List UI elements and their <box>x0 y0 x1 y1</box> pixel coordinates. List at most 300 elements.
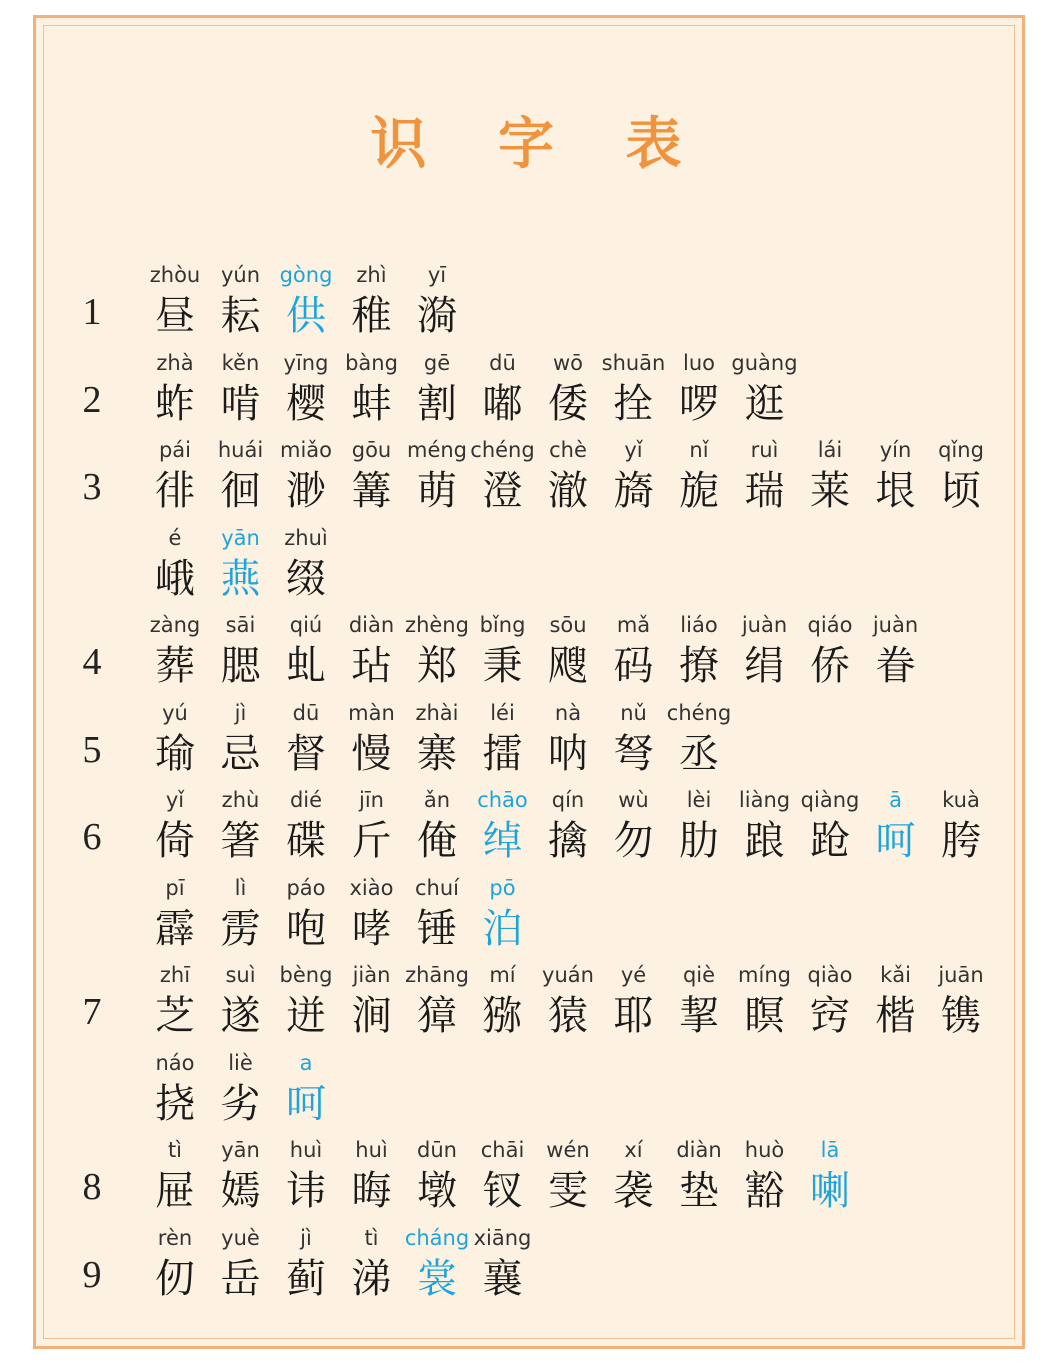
hanzi: 霹 <box>155 905 195 952</box>
hanzi: 墩 <box>417 1168 457 1214</box>
character-entry <box>598 348 670 430</box>
character-entry <box>270 610 342 692</box>
character-entry <box>663 960 735 1042</box>
hanzi: 瑜 <box>155 730 195 777</box>
pinyin: cháng <box>404 1225 470 1250</box>
character-entry <box>532 785 604 867</box>
hanzi: 锤 <box>417 905 457 952</box>
pinyin: tì <box>167 1138 183 1162</box>
character-entry <box>336 698 408 780</box>
pinyin: yān <box>221 525 260 550</box>
pinyin: luo <box>683 350 715 375</box>
character-entry <box>270 873 342 955</box>
hanzi: 裳 <box>417 1255 457 1302</box>
hanzi: 豁 <box>744 1168 785 1214</box>
hanzi: 顷 <box>941 468 981 514</box>
character-entry <box>270 260 342 342</box>
character-entry <box>467 435 539 517</box>
character-entry <box>270 698 342 780</box>
pinyin: jīn <box>359 788 384 812</box>
character-entry <box>794 610 866 692</box>
character-entry <box>139 523 211 605</box>
character-entry <box>401 435 473 517</box>
character-entry <box>598 698 670 780</box>
lesson-number: 4 <box>82 641 102 683</box>
pinyin: nà <box>554 700 582 725</box>
character-entry <box>139 1223 211 1305</box>
character-entry <box>270 1048 342 1130</box>
pinyin: wén <box>546 1138 590 1162</box>
hanzi: 猕 <box>482 993 523 1039</box>
pinyin: huì <box>289 1138 323 1162</box>
hanzi: 侨 <box>810 643 850 689</box>
hanzi: 樱 <box>286 380 326 427</box>
character-entry <box>860 610 932 692</box>
hanzi: 涕 <box>351 1255 392 1302</box>
character-entry <box>139 610 211 692</box>
character-entry <box>729 435 801 517</box>
character-entry <box>729 1135 801 1217</box>
character-entry <box>794 1135 866 1217</box>
hanzi: 肋 <box>679 818 719 864</box>
pinyin: huò <box>744 1138 785 1162</box>
character-entry <box>663 610 735 692</box>
character-entry <box>205 523 277 605</box>
character-entry <box>139 348 211 430</box>
hanzi: 泊 <box>482 905 523 952</box>
character-entry <box>205 873 277 955</box>
pinyin: kǎi <box>880 963 911 987</box>
pinyin: kuà <box>942 788 980 812</box>
character-entry <box>270 523 342 605</box>
hanzi: 篝 <box>351 468 392 514</box>
character-entry <box>205 1048 277 1130</box>
lesson-number: 7 <box>82 991 102 1033</box>
pinyin: guàng <box>731 350 798 375</box>
pinyin: zhù <box>221 788 260 812</box>
character-entry <box>270 1223 342 1305</box>
hanzi: 讳 <box>286 1168 326 1214</box>
hanzi: 胯 <box>941 818 981 864</box>
hanzi: 钗 <box>482 1168 523 1214</box>
hanzi: 芝 <box>155 993 195 1039</box>
hanzi: 倭 <box>548 380 588 427</box>
pinyin: zhāng <box>405 963 469 987</box>
character-entry <box>598 435 670 517</box>
pinyin: liàng <box>738 788 791 812</box>
lesson-row <box>0 785 1052 875</box>
pinyin: páo <box>286 875 326 900</box>
pinyin: yǐ <box>165 788 185 812</box>
hanzi: 嫣 <box>220 1168 261 1214</box>
pinyin: pī <box>165 875 185 900</box>
hanzi: 蓟 <box>286 1255 326 1302</box>
hanzi: 秉 <box>482 643 523 689</box>
hanzi: 垠 <box>875 468 916 514</box>
hanzi: 擒 <box>548 818 588 864</box>
character-entry <box>205 610 277 692</box>
pinyin: dié <box>289 788 323 812</box>
character-entry <box>663 1135 735 1217</box>
hanzi: 箸 <box>220 818 261 864</box>
pinyin: diàn <box>676 1138 722 1162</box>
hanzi: 督 <box>286 730 326 777</box>
character-entry <box>860 960 932 1042</box>
pinyin: yān <box>221 1138 260 1162</box>
lesson-number: 6 <box>82 816 102 858</box>
character-entry <box>139 785 211 867</box>
character-entry <box>467 785 539 867</box>
character-entry <box>270 435 342 517</box>
hanzi: 仞 <box>155 1255 195 1302</box>
pinyin: gòng <box>279 263 333 287</box>
character-entry <box>139 435 211 517</box>
hanzi: 撩 <box>679 643 719 689</box>
pinyin: dū <box>292 700 320 725</box>
pinyin: gōu <box>351 438 392 462</box>
character-entry <box>336 873 408 955</box>
character-entry <box>336 260 408 342</box>
character-entry <box>663 785 735 867</box>
character-entry <box>532 435 604 517</box>
character-entry <box>139 1135 211 1217</box>
hanzi: 哮 <box>351 905 392 952</box>
pinyin: jì <box>234 700 247 725</box>
character-entry <box>139 1048 211 1130</box>
pinyin: huì <box>355 1138 388 1162</box>
pinyin: juàn <box>741 613 788 637</box>
hanzi: 嘟 <box>482 380 523 427</box>
pinyin: qiú <box>289 613 323 637</box>
hanzi: 襄 <box>482 1255 523 1302</box>
hanzi: 燕 <box>220 555 261 602</box>
hanzi: 腮 <box>220 643 261 689</box>
character-entry <box>205 960 277 1042</box>
pinyin: chè <box>549 438 587 462</box>
pinyin: bèng <box>279 963 333 987</box>
hanzi: 啰 <box>679 380 719 427</box>
character-entry <box>729 348 801 430</box>
pinyin: léi <box>490 700 515 725</box>
hanzi: 弩 <box>613 730 654 777</box>
hanzi: 斤 <box>351 818 392 864</box>
character-entry <box>860 435 932 517</box>
character-entry <box>336 435 408 517</box>
hanzi: 晦 <box>351 1168 392 1214</box>
character-entry <box>663 348 735 430</box>
lesson-row <box>0 1048 1052 1138</box>
hanzi: 割 <box>417 380 457 427</box>
hanzi: 勿 <box>613 818 654 864</box>
hanzi: 葬 <box>155 643 195 689</box>
pinyin: míng <box>738 963 791 987</box>
pinyin: chuí <box>415 875 459 900</box>
character-entry <box>729 960 801 1042</box>
pinyin: zhuì <box>284 525 328 550</box>
character-entry <box>925 435 997 517</box>
pinyin: zhà <box>156 350 194 375</box>
lesson-number: 3 <box>82 466 102 508</box>
character-entry <box>336 348 408 430</box>
pinyin: suì <box>225 963 256 987</box>
character-entry <box>401 698 473 780</box>
hanzi: 拴 <box>613 380 654 427</box>
character-entry <box>139 873 211 955</box>
pinyin: kěn <box>221 350 260 375</box>
character-entry <box>205 435 277 517</box>
pinyin: huái <box>217 438 264 462</box>
character-entry <box>467 1223 539 1305</box>
hanzi: 徘 <box>155 468 195 514</box>
character-entry <box>598 960 670 1042</box>
hanzi: 涧 <box>351 993 392 1039</box>
character-entry <box>336 785 408 867</box>
hanzi: 猿 <box>548 993 588 1039</box>
character-entry <box>401 1135 473 1217</box>
hanzi: 玷 <box>351 643 392 689</box>
hanzi: 丞 <box>679 730 719 777</box>
hanzi: 绢 <box>744 643 785 689</box>
pinyin: juān <box>938 963 984 987</box>
character-entry <box>401 960 473 1042</box>
pinyin: zhèng <box>405 613 469 637</box>
pinyin: qǐng <box>938 438 984 462</box>
character-entry <box>270 348 342 430</box>
hanzi: 缀 <box>286 555 326 602</box>
character-entry <box>401 610 473 692</box>
pinyin: ruì <box>750 438 779 462</box>
pinyin: diàn <box>348 613 395 637</box>
pinyin: tì <box>364 1225 379 1250</box>
hanzi: 徊 <box>220 468 261 514</box>
pinyin: méng <box>406 438 468 462</box>
pinyin: ǎn <box>423 788 451 812</box>
character-entry <box>205 260 277 342</box>
hanzi: 擂 <box>482 730 523 777</box>
hanzi: 忌 <box>220 730 261 777</box>
hanzi: 遂 <box>220 993 261 1039</box>
hanzi: 跄 <box>810 818 850 864</box>
hanzi: 瑞 <box>744 468 785 514</box>
hanzi: 咆 <box>286 905 326 952</box>
hanzi: 瞑 <box>744 993 785 1039</box>
pinyin: a <box>299 1050 313 1075</box>
pinyin: chéng <box>470 438 535 462</box>
character-entry <box>467 698 539 780</box>
hanzi: 呐 <box>548 730 588 777</box>
hanzi: 蚌 <box>351 380 392 427</box>
hanzi: 喇 <box>810 1168 850 1214</box>
character-entry <box>860 785 932 867</box>
pinyin: rèn <box>157 1225 193 1250</box>
character-entry <box>270 960 342 1042</box>
hanzi: 耘 <box>220 293 261 339</box>
hanzi: 供 <box>286 293 326 339</box>
pinyin: jiàn <box>352 963 391 987</box>
pinyin: mí <box>489 963 516 987</box>
character-entry <box>794 785 866 867</box>
pinyin: zhī <box>159 963 191 987</box>
hanzi: 倚 <box>155 818 195 864</box>
pinyin: lā <box>820 1138 840 1162</box>
pinyin: lèi <box>686 788 712 812</box>
character-entry <box>663 698 735 780</box>
hanzi: 窍 <box>810 993 850 1039</box>
pinyin: lì <box>234 875 247 900</box>
character-entry <box>925 960 997 1042</box>
pinyin: chéng <box>666 700 732 725</box>
character-entry <box>467 610 539 692</box>
character-entry <box>532 348 604 430</box>
pinyin: jì <box>300 1225 312 1250</box>
character-entry <box>270 1135 342 1217</box>
pinyin: miǎo <box>279 438 332 462</box>
character-entry <box>401 348 473 430</box>
lesson-number: 2 <box>82 378 102 421</box>
hanzi: 踉 <box>744 818 785 864</box>
hanzi: 逛 <box>744 380 785 427</box>
character-entry <box>532 960 604 1042</box>
lesson-row <box>0 1223 1052 1313</box>
pinyin: nǐ <box>689 438 709 462</box>
pinyin: liè <box>228 1050 253 1075</box>
hanzi: 渺 <box>286 468 326 514</box>
pinyin: qiàng <box>800 788 860 812</box>
hanzi: 挈 <box>679 993 719 1039</box>
pinyin: dū <box>489 350 516 375</box>
character-entry <box>532 1135 604 1217</box>
character-entry <box>336 1135 408 1217</box>
hanzi: 岳 <box>220 1255 261 1302</box>
hanzi: 莱 <box>810 468 850 514</box>
character-entry <box>532 610 604 692</box>
character-entry <box>729 610 801 692</box>
hanzi: 垫 <box>679 1168 719 1214</box>
character-entry <box>467 1135 539 1217</box>
pinyin: chāi <box>480 1138 525 1162</box>
pinyin: zhài <box>415 700 459 725</box>
pinyin: yé <box>620 963 647 987</box>
hanzi: 寨 <box>417 730 457 777</box>
character-entry <box>139 960 211 1042</box>
hanzi: 挠 <box>155 1080 195 1127</box>
character-entry <box>205 1223 277 1305</box>
hanzi: 屉 <box>155 1168 195 1214</box>
character-entry <box>139 698 211 780</box>
pinyin: yī <box>427 263 447 287</box>
pinyin: liáo <box>680 613 718 637</box>
character-entry <box>663 435 735 517</box>
hanzi: 迸 <box>286 993 326 1039</box>
hanzi: 虬 <box>286 643 326 689</box>
pinyin: màn <box>348 700 395 725</box>
hanzi: 呵 <box>286 1080 326 1127</box>
character-entry <box>598 610 670 692</box>
pinyin: wō <box>552 350 584 375</box>
hanzi: 郑 <box>417 643 457 689</box>
pinyin: zhì <box>356 263 387 287</box>
character-entry <box>205 1135 277 1217</box>
pinyin: zàng <box>149 613 201 637</box>
character-entry <box>598 785 670 867</box>
character-entry <box>794 435 866 517</box>
pinyin: é <box>168 525 182 550</box>
hanzi: 呵 <box>875 818 916 864</box>
character-entry <box>401 1223 473 1305</box>
lesson-number: 5 <box>82 728 102 771</box>
character-entry <box>794 960 866 1042</box>
lesson-row <box>0 523 1052 613</box>
hanzi: 漪 <box>417 293 457 339</box>
character-entry <box>467 873 539 955</box>
character-entry <box>336 610 408 692</box>
hanzi: 绰 <box>482 818 523 864</box>
character-entry <box>205 698 277 780</box>
pinyin: pái <box>158 438 192 462</box>
pinyin: qiào <box>807 963 853 987</box>
character-entry <box>336 1223 408 1305</box>
hanzi: 萌 <box>417 468 457 514</box>
pinyin: yīng <box>283 350 329 375</box>
pinyin: juàn <box>872 613 919 637</box>
pinyin: yuán <box>542 963 594 987</box>
character-entry <box>205 348 277 430</box>
hanzi: 碟 <box>286 818 326 864</box>
lesson-row <box>0 698 1052 788</box>
pinyin: xiào <box>349 875 394 900</box>
hanzi: 雯 <box>548 1168 588 1214</box>
hanzi: 啃 <box>220 380 261 427</box>
pinyin: náo <box>155 1050 195 1075</box>
pinyin: yǐ <box>624 438 643 462</box>
character-entry <box>467 960 539 1042</box>
character-entry <box>467 348 539 430</box>
lesson-number: 9 <box>82 1253 102 1296</box>
pinyin: mǎ <box>616 613 651 637</box>
pinyin: ā <box>889 788 902 812</box>
hanzi: 旎 <box>679 468 719 514</box>
pinyin: sāi <box>225 613 256 637</box>
lesson-row <box>0 1135 1052 1225</box>
lesson-number: 1 <box>82 291 102 333</box>
pinyin: gē <box>423 350 451 375</box>
character-entry <box>925 785 997 867</box>
pinyin: pō <box>489 875 516 900</box>
hanzi: 袭 <box>613 1168 654 1214</box>
lesson-row <box>0 960 1052 1050</box>
pinyin: yún <box>220 263 261 287</box>
character-entry <box>729 785 801 867</box>
pinyin: nǔ <box>620 700 647 725</box>
hanzi: 楷 <box>875 993 916 1039</box>
hanzi: 蚱 <box>155 380 195 427</box>
pinyin: qiáo <box>807 613 853 637</box>
pinyin: sōu <box>549 613 587 637</box>
pinyin: yú <box>162 700 188 725</box>
hanzi: 慢 <box>351 730 392 777</box>
hanzi: 码 <box>613 643 654 689</box>
hanzi: 獐 <box>417 993 457 1039</box>
hanzi: 镌 <box>941 993 981 1039</box>
pinyin: wù <box>618 788 649 812</box>
lesson-row <box>0 260 1052 350</box>
hanzi: 飕 <box>548 643 588 689</box>
pinyin: bǐng <box>479 613 526 637</box>
hanzi: 雳 <box>220 905 261 952</box>
lesson-row <box>0 873 1052 963</box>
character-entry <box>270 785 342 867</box>
hanzi: 峨 <box>155 555 195 602</box>
